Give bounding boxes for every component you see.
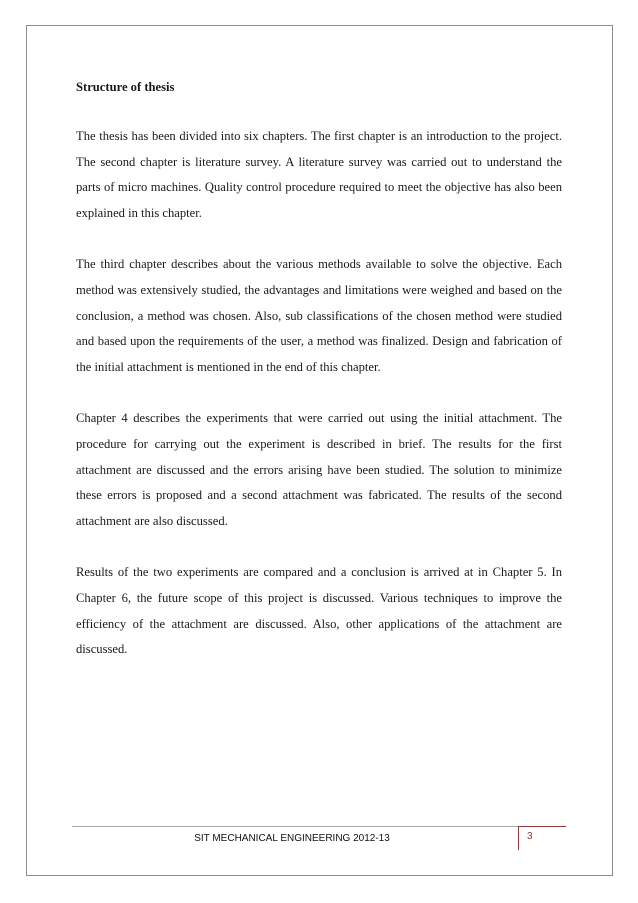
paragraph-4: Results of the two experiments are compared and a conclusion is arrived at in Chapter 5. In Chapter 6, the future scope of this project is discussed. Various techniques to improve the efficiency of the attachment are discussed. Also, other applications of the attachment are discussed. xyxy=(76,565,562,657)
paragraph-3: Chapter 4 describes the experiments that were carried out using the initial attachment. The procedure for carrying out the experiment is described in brief. The results for the first attachment are discussed and the errors arising have been studied. The solution to minimize these errors is proposed and a second attachment was fabricated. The results of the second attachment are also discussed. xyxy=(76,411,562,528)
footer-rule xyxy=(72,826,566,827)
page-number: 3 xyxy=(518,826,566,850)
footer-text: SIT MECHANICAL ENGINEERING 2012-13 xyxy=(194,833,390,844)
section-heading: Structure of thesis xyxy=(76,80,175,94)
paragraph-1: The thesis has been divided into six chapters. The first chapter is an introduction to the project. The second chapter is literature survey. A literature survey was carried out to understand the parts of micro machines. Quality control procedure required to meet the objective has also been explained in this chapter. xyxy=(76,129,562,220)
page-content xyxy=(76,74,562,689)
paragraph-2: The third chapter describes about the various methods available to solve the objective. Each method was extensively studied, the advantages and limitations were weighed and based on the conclusion, a method was chosen. Also, sub classifications of the chosen method were studied and based upon the requirements of the user, a method was finalized. Design and fabrication of the initial attachment is mentioned in the end of this chapter. xyxy=(76,257,562,374)
